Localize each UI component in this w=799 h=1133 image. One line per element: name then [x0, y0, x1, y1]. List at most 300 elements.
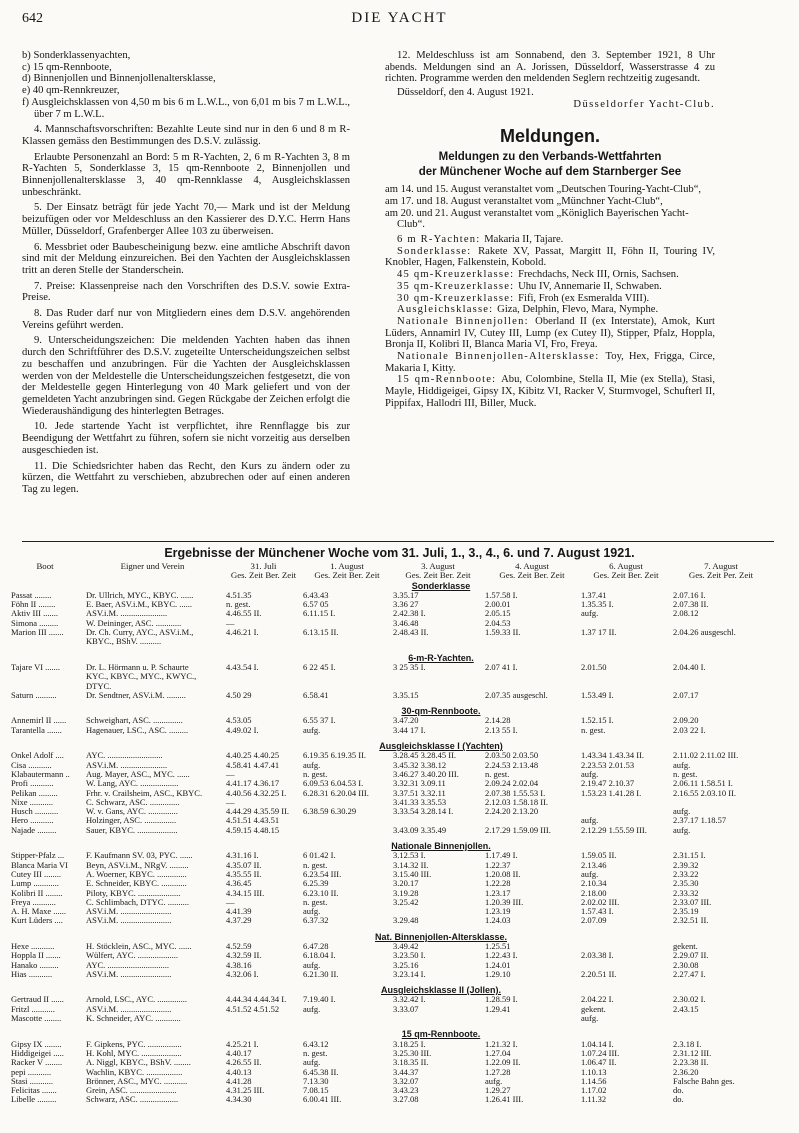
entry-class: Sonderklasse:	[397, 245, 479, 257]
time-cell	[580, 672, 672, 681]
time-cell: 6 22 45 I.	[303, 662, 336, 672]
owner-club: E. Baer, ASV.i.M., KBYC. ......	[86, 600, 192, 610]
paragraph: Erlaubte Personenzahl an Bord: 5 m R-Yachten, 2, 6 m R-Yachten 3, 8 m R-Yachten 5, Sonderklasse 3, 15 qm-Rennboote 2, Binnenjollen und Binnenjollenaltersklasse 3, 40 qm-Rennklasse 4, Ausgleichsklassen unbeschränkt.	[22, 151, 350, 198]
column-header: Eigner und Verein	[120, 562, 185, 571]
owner-club: W. Lang, AYC. ..................	[86, 779, 179, 789]
time-cell: 3.37.51 3.32.11	[393, 788, 446, 798]
time-cell: 3.25.30 III.	[393, 1048, 432, 1058]
spacer-cell	[672, 841, 770, 851]
entry-class: Nationale Binnenjollen-Altersklasse:	[397, 351, 606, 363]
table-row	[10, 1040, 770, 1049]
time-cell	[580, 961, 672, 970]
entry-line	[385, 281, 715, 293]
time-cell: 1.17.02	[581, 1086, 607, 1096]
class-header: Ausgleichsklasse I (Yachten)	[379, 741, 503, 752]
owner-club: Schwarz, ASC. ..................	[86, 1095, 179, 1105]
column-subheader: Ges. Zeit Ber. Zeit	[499, 571, 565, 581]
time-cell	[580, 619, 672, 628]
spacer-cell	[10, 932, 80, 942]
time-cell: 1.22.28	[485, 879, 511, 889]
entry-class: 6 m R-Yachten:	[397, 234, 485, 246]
table-row	[10, 1005, 770, 1014]
time-cell: 2.07.38 II.	[673, 600, 709, 610]
time-cell: 6.21.30 II.	[303, 969, 339, 979]
table-row	[10, 889, 770, 898]
paragraph: 10. Jede startende Yacht ist verpflichtet, ihre Rennflagge bis zur Beendigung der Wettfahrt zu führen, sofern sie nicht vorzeitig aus derselben ausgeschieden ist.	[22, 421, 350, 456]
table-row	[10, 691, 770, 700]
time-cell: 4.31.16 I.	[226, 851, 259, 861]
time-cell	[392, 672, 484, 681]
time-cell	[302, 637, 392, 646]
time-cell: 2.35.19	[673, 907, 699, 917]
time-cell: n. gest.	[303, 769, 328, 779]
table-row	[10, 995, 770, 1004]
table-row	[10, 826, 770, 835]
time-cell: 4.46.21 I.	[226, 628, 259, 638]
entry-names: Rakete XV, Passat, Margitt II, Föhn II, Touring IV, Knobler, Hagen, Falkenstein, Kobold.	[385, 245, 716, 269]
time-cell: 2.03.50 2.03.50	[485, 751, 539, 761]
time-cell: do.	[673, 1095, 684, 1105]
spacer-cell	[10, 1029, 80, 1039]
owner-club: Sauer, KBYC. ...................	[86, 825, 178, 835]
time-cell: 2.33.22	[673, 869, 699, 879]
owner-club: ASV.i.M. ........................	[86, 969, 172, 979]
table-row	[10, 1049, 770, 1058]
time-cell: n. gest.	[303, 860, 328, 870]
boat-name: Onkel Adolf ....	[11, 751, 64, 761]
time-cell	[672, 1014, 770, 1023]
entry-names: Frechdachs, Neck III, Ornis, Sachsen.	[518, 269, 679, 281]
boat-name: Aktiv III .......	[11, 609, 58, 619]
table-row	[10, 751, 770, 760]
time-cell: 4.34.30	[226, 1095, 252, 1105]
boat-name: A. H. Maxe ......	[11, 907, 67, 917]
time-cell: 2.27.47 I.	[673, 969, 706, 979]
time-cell	[580, 807, 672, 816]
list-item: f) Ausgleichsklassen von 4,50 m bis 6 m L.W.L., von 6,01 m bis 7 m L.W.L., über 7 m L.W.L.	[22, 96, 350, 120]
spacer-cell	[10, 985, 80, 995]
time-cell: 2.36.20	[673, 1067, 699, 1077]
time-cell: 3.46.27 3.40.20 III.	[393, 769, 459, 779]
time-cell	[672, 798, 770, 807]
time-cell: 2.13.46	[581, 860, 607, 870]
place-date: Düsseldorf, den 4. August 1921.	[397, 87, 534, 99]
time-cell: aufg.	[303, 760, 321, 770]
boat-name	[10, 637, 80, 646]
spacer-cell	[672, 985, 770, 995]
running-title: DIE YACHT	[351, 10, 448, 26]
time-cell	[672, 682, 770, 691]
time-cell: 2.06.11 1.58.51 I.	[673, 779, 733, 789]
spacer-cell	[672, 741, 770, 751]
spacer-cell	[80, 932, 225, 942]
time-cell: 4.49.02 I.	[226, 725, 259, 735]
time-cell: 2.10.34	[581, 879, 607, 889]
time-cell: 2.00.01	[485, 600, 511, 610]
paragraph: 12. Meldeschluss ist am Sonnabend, den 3. September 1921, 8 Uhr abends. Meldungen sind an A. Jorissen, Düsseldorf, Wasserstrasse 4 zu richten. Programme werden den meldenden Seglern rechtzeitig zugesandt.	[385, 50, 715, 85]
time-cell: 3.15.40 III.	[393, 869, 432, 879]
table-row	[10, 898, 770, 907]
spacer-cell	[80, 841, 225, 851]
column-subheader: Ges. Zeit Ber. Zeit	[314, 571, 380, 581]
time-cell: 1.22.37	[485, 860, 511, 870]
column-header: 3. August	[421, 562, 455, 571]
date-line: am 20. und 21. August veranstaltet vom „Königlich Bayerischen Yacht-Club“.	[385, 207, 689, 231]
spacer-cell	[225, 985, 302, 995]
time-cell: 2.02.02 III.	[581, 897, 620, 907]
time-cell: 3.12.53 I.	[393, 851, 426, 861]
paragraph: 5. Der Einsatz beträgt für jede Yacht 70,— Mark und ist der Meldung beizufügen oder vor Meldeschluss an den Kassierer des D.Y.C. Herrn Hans Müller, Düsseldorf, Grafenberger Allee 103 zu überweisen.	[22, 202, 350, 237]
owner-club: Grein, ASC. ......................	[86, 1086, 177, 1096]
time-cell: 4.40.17	[226, 1048, 252, 1058]
boat-name: Tarantella .......	[11, 725, 62, 735]
time-cell: 3.49.42	[393, 941, 419, 951]
table-row	[10, 716, 770, 725]
table-row	[10, 907, 770, 916]
time-cell: 3.33.07	[393, 1004, 419, 1014]
owner-club: Dr. Sendtner, ASV.i.M. .........	[86, 690, 186, 700]
time-cell: 2.33.07 III.	[673, 897, 712, 907]
time-cell	[225, 637, 302, 646]
time-cell: 4.32.06 I.	[226, 969, 259, 979]
table-row	[10, 916, 770, 925]
entry-names: Fifi, Froh (ex Esmeralda VIII).	[518, 292, 650, 304]
time-cell	[392, 682, 484, 691]
time-cell: 2.12.03 1.58.18 II.	[485, 797, 549, 807]
time-cell: —	[226, 618, 235, 628]
entry-line	[385, 269, 715, 281]
time-cell: aufg.	[303, 960, 321, 970]
time-cell	[225, 672, 302, 681]
time-cell	[302, 619, 392, 628]
entry-class: 45 qm-Kreuzerklasse:	[397, 269, 519, 281]
time-cell: 6.57 05	[303, 600, 329, 610]
time-cell: 2.07.17	[673, 690, 699, 700]
time-cell: 2.33.32	[673, 888, 699, 898]
spacer-cell	[225, 932, 302, 942]
spacer-cell	[225, 841, 302, 851]
boat-name: Marion III .......	[11, 628, 64, 638]
time-cell: aufg.	[303, 1058, 321, 1068]
time-cell: aufg.	[581, 869, 599, 879]
class-header-row	[10, 932, 770, 942]
time-cell: 2.09.20	[673, 716, 699, 726]
time-cell: 2.07.38 1.55.53 I.	[485, 788, 546, 798]
time-cell: 6.23.10 II.	[303, 888, 339, 898]
time-cell: 4.41.17 4.36.17	[226, 779, 280, 789]
time-cell: aufg.	[673, 807, 691, 817]
boat-name: Libelle .........	[11, 1095, 57, 1105]
time-cell: Falsche Bahn ges.	[673, 1076, 735, 1086]
entry-class: Nationale Binnenjollen:	[397, 315, 536, 327]
time-cell	[484, 682, 580, 691]
owner-club: W. v. Gans, AYC. ..............	[86, 807, 178, 817]
time-cell: 2.23.53 2.01.53	[581, 760, 635, 770]
time-cell: 1.53.49 I.	[581, 690, 614, 700]
class-header: Sonderklasse	[411, 580, 471, 591]
time-cell: —	[226, 897, 235, 907]
entry-class: 35 qm-Kreuzerklasse:	[397, 280, 519, 292]
table-row	[10, 1095, 770, 1104]
time-cell: 1.04.14 I.	[581, 1039, 614, 1049]
time-cell: 3.32.42 I.	[393, 995, 426, 1005]
class-header: 30-qm-Rennboote.	[401, 706, 481, 717]
spacer-cell	[225, 741, 302, 751]
table-row	[10, 726, 770, 735]
time-cell: 1.24.03	[485, 916, 511, 926]
table-row	[10, 591, 770, 600]
time-cell: 3.23.50 I.	[393, 951, 426, 961]
time-cell: 3.25.42	[393, 897, 419, 907]
time-cell: 3.41.33 3.35.53	[393, 797, 447, 807]
time-cell: 1.22.09 II.	[485, 1058, 521, 1068]
time-cell	[484, 672, 580, 681]
owner-club: Holzinger, ASC. ...............	[86, 816, 177, 826]
time-cell: aufg.	[581, 816, 599, 826]
boat-name: Gertraud II ......	[11, 995, 64, 1005]
class-header: 6-m-R-Yachten.	[408, 652, 474, 663]
time-cell: 3.25.16	[393, 960, 419, 970]
boat-name: Simona .........	[11, 618, 59, 628]
right-column	[385, 50, 715, 410]
time-cell: n. gest.	[226, 600, 251, 610]
boat-name: Stasi ...........	[11, 1076, 54, 1086]
time-cell: 2.03.38 I.	[581, 951, 614, 961]
time-cell: 1.23.17	[485, 888, 511, 898]
entry-line	[385, 316, 715, 351]
spacer-cell	[80, 985, 225, 995]
time-cell: 6.37.32	[303, 916, 329, 926]
time-cell: 6.28.31 6.20.04 III.	[303, 788, 369, 798]
class-header: Ausgleichsklasse II (Jollen).	[380, 985, 502, 996]
time-cell: 2.03 22 I.	[673, 725, 706, 735]
time-cell: n. gest.	[581, 725, 606, 735]
time-cell: 1.35.35 I.	[581, 600, 614, 610]
boat-name: Mascotte ........	[11, 1014, 62, 1024]
time-cell: 6 01.42 I.	[303, 851, 336, 861]
time-cell: 1.25.51	[485, 941, 511, 951]
time-cell: 3.45.32 3.38.12	[393, 760, 447, 770]
time-cell: 4.36.45	[226, 879, 252, 889]
results-title: Ergebnisse der Münchener Woche vom 31. Juli, 1., 3., 4., 6. und 7. August 1921.	[164, 546, 635, 560]
column-subheader: Ges. Zeit Ber. Zeit	[593, 571, 659, 581]
table-row	[10, 879, 770, 888]
entry-names: Oberland II (ex Interstate), Amok, Kurt Lüders, Annamirl IV, Cutey III, Lump (ex Cutey II), Stipper, Pfalz, Hoppla, Bronja II, Kolibri II, Blanca Maria VI, Fro, Freya.	[385, 315, 716, 351]
table-row	[10, 600, 770, 609]
meldungen-heading: Meldungen.	[500, 125, 600, 146]
time-cell: 2.32.51 II.	[673, 916, 709, 926]
table-row	[10, 761, 770, 770]
owner-club: Dr. Ullrich, MYC., KBYC. ......	[86, 590, 194, 600]
time-cell: 2.30.08	[673, 960, 699, 970]
time-cell: 1.23.19	[485, 907, 511, 917]
boat-name: Hero ...........	[11, 816, 54, 826]
boat-name: Racker V ........	[11, 1058, 63, 1068]
owner-club: W. Deininger, ASC. ............	[86, 618, 182, 628]
spacer-cell	[580, 706, 672, 716]
class-header-row	[10, 741, 770, 751]
time-cell: 4.37.29	[226, 916, 252, 926]
boat-name: Fritzl ...........	[11, 1004, 55, 1014]
spacer-cell	[10, 841, 80, 851]
time-cell: 1.57.43 I.	[581, 907, 614, 917]
spacer-cell	[225, 653, 302, 663]
time-cell: 2.09.24 2.02.04	[485, 779, 539, 789]
time-cell	[392, 637, 484, 646]
boat-name: Pelikan .........	[11, 788, 58, 798]
time-cell: 4.52.59	[226, 941, 252, 951]
owner-club: Brönner, ASC., MYC. ...........	[86, 1076, 188, 1086]
time-cell: 1.17.49 I.	[485, 851, 518, 861]
time-cell: 1.59.33 II.	[485, 628, 521, 638]
entry-names: Makaria II, Tajare.	[484, 234, 564, 246]
owner-club: Aug. Mayer, ASC., MYC. ......	[86, 769, 190, 779]
time-cell: 3.19.28	[393, 888, 419, 898]
table-row	[10, 682, 770, 691]
owner-club: A. Woerner, KBYC. ..............	[86, 869, 187, 879]
time-cell: 6.45.38 II.	[303, 1067, 339, 1077]
time-cell: 4.35.55 II.	[226, 869, 262, 879]
time-cell: 6.13.15 II.	[303, 628, 339, 638]
owner-club: Wachlin, KBYC. .................	[86, 1067, 183, 1077]
time-cell	[302, 816, 392, 825]
class-header-row	[10, 1029, 770, 1039]
time-cell: 4.41.28	[226, 1076, 252, 1086]
time-cell	[580, 637, 672, 646]
time-cell: 2.19.47 2.10.37	[581, 779, 635, 789]
time-cell	[580, 942, 672, 951]
owner-club: KBYC., BShV. ..........	[86, 637, 162, 647]
time-cell: 4.50 29	[226, 690, 252, 700]
boat-name: Blanca Maria VI	[11, 860, 68, 870]
time-cell: 2.12.29 1.55.59 III.	[581, 825, 647, 835]
owner-club: Piloty, KBYC. ....................	[86, 888, 181, 898]
owner-club: Wülfert, AYC. ...................	[86, 951, 179, 961]
owner-club: Dr. L. Hörmann u. P. Schaurte	[86, 662, 189, 672]
time-cell: 3.36 27	[393, 600, 419, 610]
time-cell: 2.35.30	[673, 879, 699, 889]
time-cell: —	[226, 797, 235, 807]
time-cell: 2.11.02 2.11.02 III.	[673, 751, 739, 761]
time-cell: 1.22.43 I.	[485, 951, 518, 961]
table-row	[10, 1086, 770, 1095]
time-cell: 2.31.12 III.	[673, 1048, 712, 1058]
table-header	[10, 562, 770, 571]
boat-name: Passat ........	[11, 590, 52, 600]
time-cell: 3.46.48	[393, 618, 419, 628]
time-cell: 3.23.14 I.	[393, 969, 426, 979]
table-row	[10, 663, 770, 672]
time-cell: 1.29.27	[485, 1086, 511, 1096]
time-cell: gekent.	[673, 941, 698, 951]
entries-list	[385, 234, 715, 410]
time-cell	[302, 798, 392, 807]
time-cell: 4.44.34 4.44.34 I.	[226, 995, 287, 1005]
time-cell: 4.31.25 III.	[226, 1086, 265, 1096]
column-header: 31. Juli	[250, 562, 277, 571]
paragraph: 4. Mannschaftsvorschriften: Bezahlte Leute sind nur in den 6 und 8 m R-Klassen gemäss den Bestimmungen des D.S.V. zulässig.	[22, 124, 350, 147]
time-cell	[302, 826, 392, 835]
time-cell	[484, 637, 580, 646]
table-row	[10, 779, 770, 788]
paragraph: 8. Das Ruder darf nur von Mitgliedern eines dem D.S.V. angehörenden Vereins geführt werden.	[22, 308, 350, 331]
entry-line	[385, 293, 715, 305]
time-cell	[484, 816, 580, 825]
boat-name: Husch ...........	[11, 807, 59, 817]
time-cell: 1.24.01	[485, 960, 511, 970]
spacer-cell	[10, 581, 80, 591]
table-row	[10, 851, 770, 860]
time-cell: 2.43.15	[673, 1004, 699, 1014]
table-row	[10, 628, 770, 637]
time-cell	[302, 682, 392, 691]
spacer-cell	[672, 581, 770, 591]
entry-line	[385, 304, 715, 316]
entry-line	[385, 351, 715, 374]
table-subheader	[10, 571, 770, 580]
table-row	[10, 807, 770, 816]
boat-name	[10, 672, 80, 681]
boat-name: Kolibri II ........	[11, 888, 63, 898]
time-cell: 2.24.53 2.13.48	[485, 760, 539, 770]
time-cell: aufg.	[485, 1076, 503, 1086]
class-header-row	[10, 653, 770, 663]
class-header-row	[10, 985, 770, 995]
time-cell: 1.20.39 III.	[485, 897, 524, 907]
time-cell: 3.44 17 I.	[393, 725, 426, 735]
time-cell: 4.35.07 II.	[226, 860, 262, 870]
owner-club: H. Kohl, MYC. ...................	[86, 1048, 182, 1058]
column-subheader: Ges. Zeit Ber. Zeit	[230, 571, 297, 581]
time-cell: 3.44.37	[393, 1067, 419, 1077]
owner-club: ASV.i.M. ......................	[86, 609, 168, 619]
time-cell: 6.11.15 I.	[303, 609, 336, 619]
time-cell	[672, 619, 770, 628]
entry-class: 30 qm-Kreuzerklasse:	[397, 292, 519, 304]
time-cell: 6.47.28	[303, 941, 329, 951]
time-cell: 1.37 17 II.	[581, 628, 617, 638]
time-cell: 2.31.15 I.	[673, 851, 706, 861]
time-cell: 2.30.02 I.	[673, 995, 706, 1005]
boat-name: Hanako .........	[11, 960, 59, 970]
spacer-cell	[80, 1029, 225, 1039]
spacer-cell	[80, 741, 225, 751]
time-cell: aufg.	[581, 1014, 599, 1024]
boat-name: Föhn II ........	[11, 600, 56, 610]
time-cell: 4.38.16	[226, 960, 252, 970]
time-cell	[580, 682, 672, 691]
time-cell: 2.37.17 1.18.57	[673, 816, 727, 826]
table-row	[10, 1068, 770, 1077]
column-subheader: Ges. Zeit Ber. Zeit	[405, 571, 471, 581]
spacer-cell	[580, 581, 672, 591]
time-cell: 1.29.10	[485, 969, 511, 979]
owner-club: A. Niggl, KBYC., BShV. ........	[86, 1058, 191, 1068]
time-cell: —	[226, 769, 235, 779]
time-cell: 3 25 35 I.	[393, 662, 426, 672]
entry-names: Giza, Delphin, Flevo, Mara, Nymphe.	[497, 304, 659, 316]
table-row	[10, 789, 770, 798]
entry-class: Ausgleichsklasse:	[397, 304, 498, 316]
time-cell: 4.51.35	[226, 590, 252, 600]
boat-name: Hoppla II .......	[11, 951, 61, 961]
owner-club: ASV.i.M. ........................	[86, 1004, 172, 1014]
time-cell: 3.29.48	[393, 916, 419, 926]
time-cell: 4.40.25 4.40.25	[226, 751, 280, 761]
time-cell: 2.04.26 ausgeschl.	[673, 628, 736, 638]
table-row	[10, 770, 770, 779]
boat-name: pepi ...........	[11, 1067, 52, 1077]
